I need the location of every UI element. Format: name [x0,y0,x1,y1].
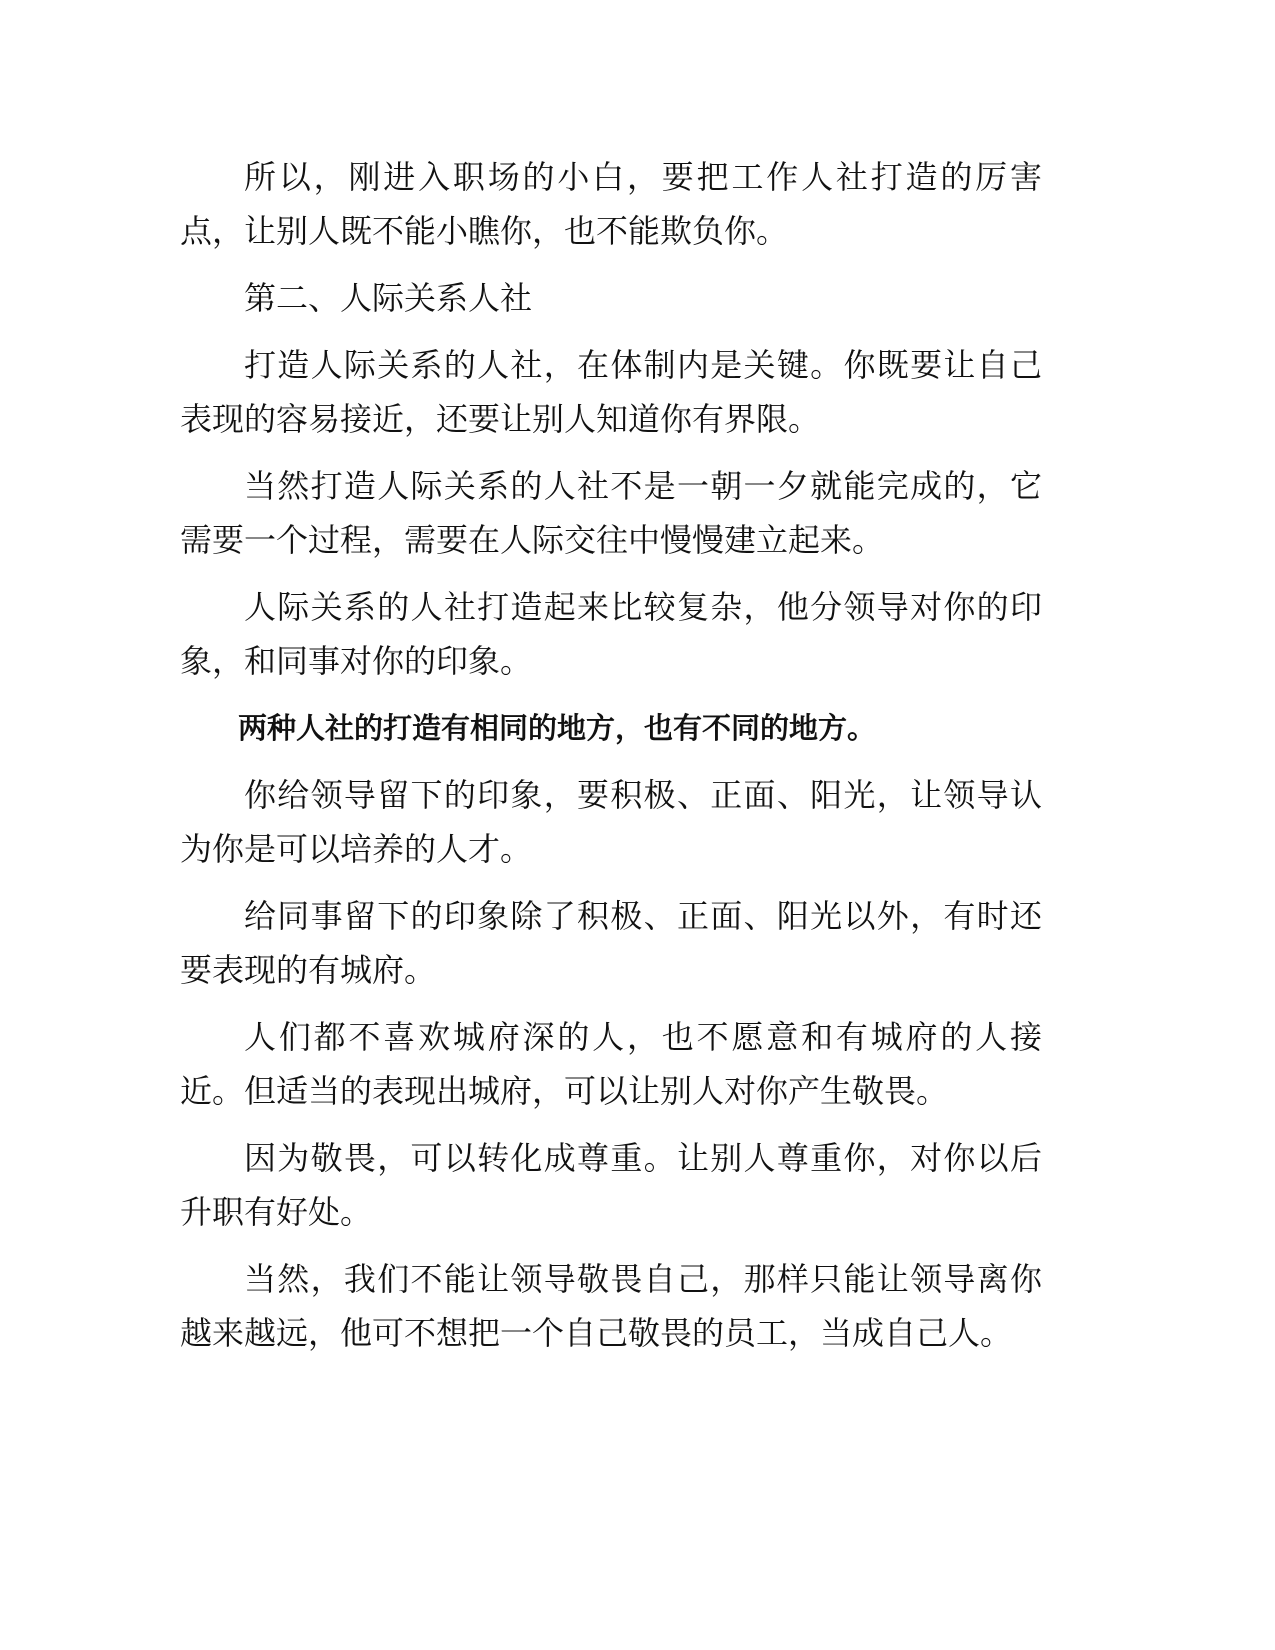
section-heading: 第二、人际关系人社 [244,279,533,317]
paragraph: 人们都不喜欢城府深的人，也不愿意和有城府的人接近。但适当的表现出城府，可以让别人对你产生敬畏。 [180,1018,1042,1110]
paragraph: 因为敬畏，可以转化成尊重。让别人尊重你，对你以后升职有好处。 [180,1139,1042,1231]
paragraph: 所以，刚进入职场的小白，要把工作人社打造的厉害点，让别人既不能小瞧你，也不能欺负你。 [180,158,1042,250]
bold-paragraph: 两种人社的打造有相同的地方，也有不同的地方。 [238,711,877,745]
document-body [180,150,1042,1373]
paragraph: 你给领导留下的印象，要积极、正面、阳光，让领导认为你是可以培养的人才。 [180,776,1042,868]
paragraph: 给同事留下的印象除了积极、正面、阳光以外，有时还要表现的有城府。 [180,897,1042,989]
paragraph: 人际关系的人社打造起来比较复杂，他分领导对你的印象，和同事对你的印象。 [180,588,1042,680]
paragraph: 打造人际关系的人社，在体制内是关键。你既要让自己表现的容易接近，还要让别人知道你有界限。 [180,346,1042,438]
paragraph: 当然打造人际关系的人社不是一朝一夕就能完成的，它需要一个过程，需要在人际交往中慢慢建立起来。 [180,467,1042,559]
paragraph: 当然，我们不能让领导敬畏自己，那样只能让领导离你越来越远，他可不想把一个自己敬畏的员工，当成自己人。 [180,1260,1042,1352]
